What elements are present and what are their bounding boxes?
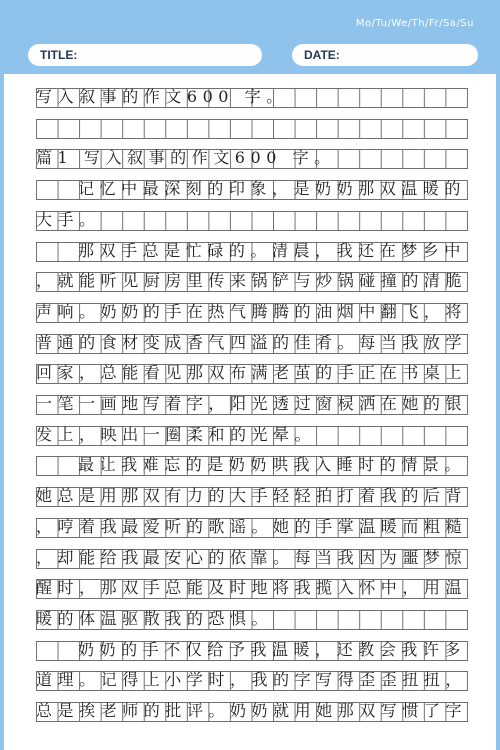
grid-row bbox=[36, 579, 468, 599]
row-text: 那双手总是忙碌的。清晨，我还在梦乡中 bbox=[78, 240, 466, 260]
grid-row bbox=[36, 119, 468, 139]
row-text: ，哼着我最爱听的歌谣。她的手掌温暖而粗糙 bbox=[36, 516, 468, 536]
row-text: 发上，映出一圈柔和的光晕。 bbox=[36, 424, 317, 444]
row-text: 大手。 bbox=[36, 209, 101, 229]
row-text: 她总是用那双有力的大手轻轻拍打着我的后背 bbox=[36, 486, 468, 506]
row-text: ，却能给我最安心的依靠。每当我因为噩梦惊 bbox=[36, 547, 468, 567]
row-text: 醒时，那双手总能及时地将我揽入怀中，用温 bbox=[36, 578, 468, 598]
grid-row bbox=[36, 456, 468, 476]
grid-row bbox=[36, 211, 468, 231]
grid-row bbox=[36, 487, 468, 507]
weekday-selector: Mo/Tu/We/Th/Fr/Sa/Su bbox=[355, 18, 474, 29]
grid-row bbox=[36, 364, 468, 384]
row-text: 普通的食材变成香气四溢的佳肴。每当我放学 bbox=[36, 332, 468, 352]
row-text: 声响。奶奶的手在热气腾腾的油烟中翻飞，将 bbox=[36, 301, 468, 321]
row-text: 篇1 写入叙事的作文600 字。 bbox=[36, 148, 336, 168]
row-text: 写入叙事的作文600 字。 bbox=[36, 87, 288, 106]
row-text: 奶奶的手不仅给予我温暖，还教会我许多 bbox=[78, 639, 466, 659]
grid-row bbox=[36, 641, 468, 661]
grid-row bbox=[36, 88, 468, 108]
grid-row bbox=[36, 518, 468, 538]
row-text: 一笔一画地写着字，阳光透过窗棂洒在她的银 bbox=[36, 394, 468, 413]
date-field[interactable]: DATE: bbox=[292, 44, 478, 66]
row-text: 道理。记得上小学时，我的字写得歪歪扭扭， bbox=[36, 670, 468, 690]
grid-row bbox=[36, 549, 468, 569]
grid-row bbox=[36, 426, 468, 446]
grid-row bbox=[36, 272, 468, 292]
writing-grid-paper bbox=[4, 74, 496, 750]
row-text: 最让我难忘的是奶奶哄我入睡时的情景。 bbox=[78, 455, 466, 475]
grid-row bbox=[36, 671, 468, 691]
row-text: 记忆中最深刻的印象，是奶奶那双温暖的 bbox=[78, 179, 466, 199]
grid-row bbox=[36, 395, 468, 415]
grid-row bbox=[36, 149, 468, 169]
row-text: 总是挨老师的批评。奶奶就用她那双写惯了字 bbox=[36, 701, 468, 720]
row-text: 回家，总能看见那双布满老茧的手正在书桌上 bbox=[36, 363, 468, 383]
row-text: ，就能听见厨房里传来锅铲与炒锅碰撞的清脆 bbox=[36, 271, 468, 291]
grid-row bbox=[36, 303, 468, 323]
grid-row bbox=[36, 702, 468, 722]
title-field[interactable]: TITLE: bbox=[28, 44, 262, 66]
row-text: 暖的体温驱散我的恐惧。 bbox=[36, 608, 274, 628]
grid-row bbox=[36, 242, 468, 262]
grid-row bbox=[36, 334, 468, 354]
grid-row bbox=[36, 610, 468, 630]
grid-row bbox=[36, 180, 468, 200]
